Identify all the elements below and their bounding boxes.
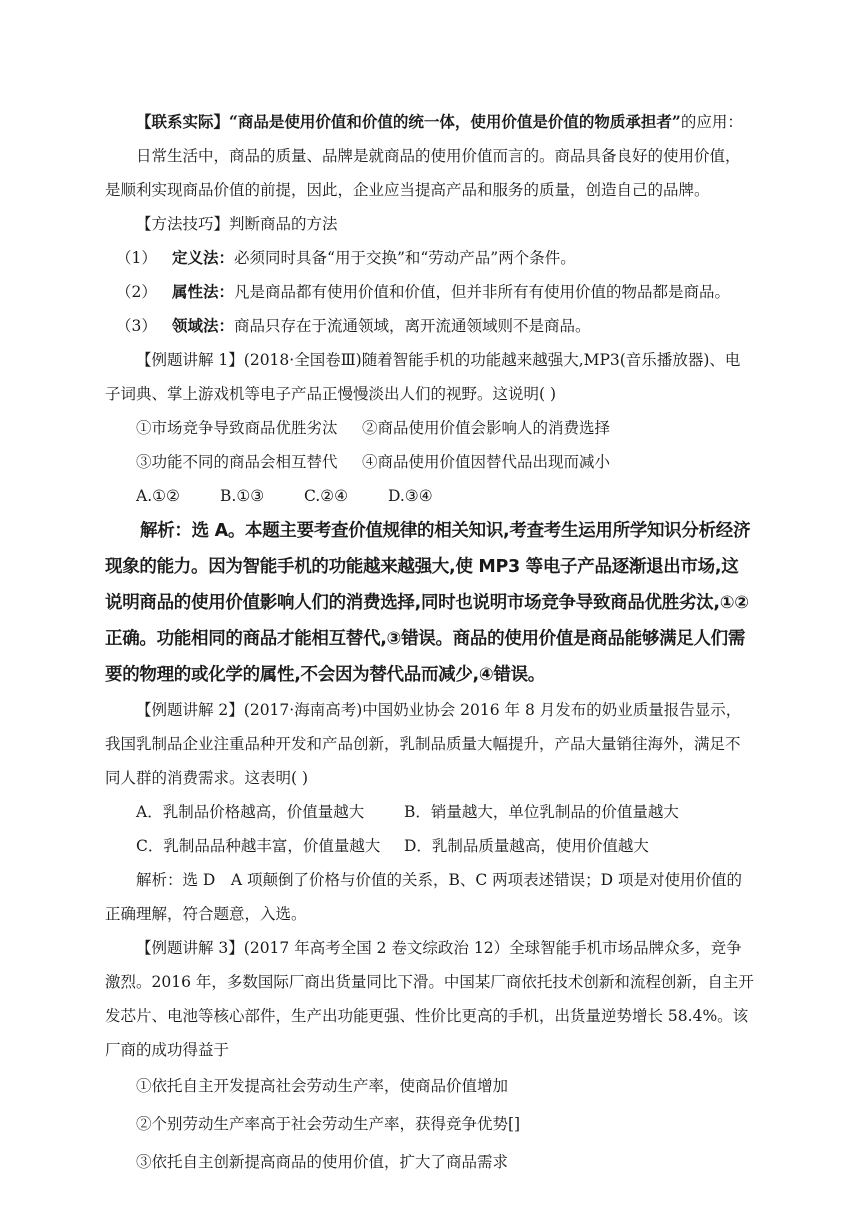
example-2-stem: 【例题讲解 2】(2017·海南高考)中国奶业协会 2016 年 8 月发布的奶业质量报告显示，我国乳制品企业注重品种开发和产品创新，乳制品质量大幅提升，产品大量销往海外，满足不同人群的消费需求。这表明( ) — [105, 701, 742, 787]
link-quote: “商品是使用价值和价值的统一体，使用价值是价值的物质承担者” — [229, 112, 681, 131]
link-tag: 【联系实际】 — [136, 112, 230, 131]
example-1-stem: 【例题讲解 1】(2018·全国卷Ⅲ)随着智能手机的功能越来越强大,MP3(音乐播放器)、电子词典、掌上游戏机等电子产品正慢慢淡出人们的视野。这说明( ) — [105, 351, 741, 403]
choice: A.①② — [136, 487, 180, 505]
statement: ①市场竞争导致商品优胜劣汰 — [136, 419, 338, 437]
statement: ②商品使用价值会影响人的消费选择 — [362, 419, 611, 437]
example-3-statement-1: ①依托自主开发提高社会劳动生产率，使商品价值增加 — [136, 1077, 509, 1095]
choice: C.②④ — [304, 487, 349, 505]
example-1-statements-row-2 — [105, 445, 755, 479]
example-3-statement-2: ②个别劳动生产率高于社会劳动生产率，获得竞争优势[] — [136, 1115, 521, 1133]
method-text: 必须同时具备“用于交换”和“劳动产品”两个条件。 — [234, 249, 576, 267]
example-1-statements-row-1 — [105, 411, 755, 445]
example-2-analysis: 解析：选 D A 项颠倒了价格与价值的关系，B、C 两项表述错误；D 项是对使用价值的正确理解，符合题意，入选。 — [105, 871, 743, 923]
statement: ③功能不同的商品会相互替代 — [136, 453, 338, 471]
statement: ④商品使用价值因替代品出现而减小 — [362, 453, 611, 471]
method-item-definition — [105, 241, 755, 275]
method-number: （1） — [116, 249, 157, 267]
method-name: 领域法： — [172, 316, 235, 335]
link-suffix: 的应用： — [680, 113, 743, 131]
example-1-analysis: 解析：选 A。本题主要考查价值规律的相关知识,考查考生运用所学知识分析经济现象的能力。因为智能手机的功能越来越强大,使 MP3 等电子产品逐渐退出市场,这说明商品的使用价值影响人们的消费选择,同时也说明市场竞争导致商品优胜劣汰,①②正确。功能相同的商品才能相互替代,③错误。商品的使用价值是商品能够满足人们需要的物理的或化学的属性,不会因为替代品而减少,④错误。 — [105, 521, 751, 685]
choice: B.①③ — [220, 487, 265, 505]
page-content — [105, 105, 755, 1181]
example-3-stem: 【例题讲解 3】(2017 年高考全国 2 卷文综政治 12）全球智能手机市场品牌众多，竞争激烈。2016 年，多数国际厂商出货量同比下滑。中国某厂商依托技术创新和流程创新，自主开发芯片、电池等核心部件，生产出功能更强、性价比更高的手机，出货量逆势增长 58.4%。该厂商的成功得益于 — [105, 939, 754, 1059]
method-item-domain — [105, 309, 755, 343]
method-number: （3） — [116, 317, 157, 335]
example-1-choices — [105, 479, 755, 513]
link-paragraph: 日常生活中，商品的质量、品牌是就商品的使用价值而言的。商品具备良好的使用价值，是顺利实现商品价值的前提，因此，企业应当提高产品和服务的质量，创造自己的品牌。 — [105, 147, 741, 199]
method-text: 商品只存在于流通领域，离开流通领域则不是商品。 — [234, 317, 591, 335]
example-3-statement-3: ③依托自主创新提高商品的使用价值，扩大了商品需求 — [136, 1153, 509, 1171]
example-2-options-row-2 — [105, 829, 755, 863]
option: A．乳制品价格越高，价值量越大 — [136, 803, 365, 821]
link-heading — [105, 105, 755, 139]
method-text: 凡是商品都有使用价值和价值，但并非所有有使用价值的物品都是商品。 — [234, 283, 731, 301]
example-2-options-row-1 — [105, 795, 755, 829]
method-name: 属性法： — [172, 282, 235, 301]
choice: D.③④ — [388, 487, 433, 505]
method-number: （2） — [116, 283, 157, 301]
method-heading: 【方法技巧】判断商品的方法 — [136, 215, 338, 233]
option: D．乳制品质量越高，使用价值越大 — [404, 837, 649, 855]
method-name: 定义法： — [172, 248, 235, 267]
option: C．乳制品品种越丰富，价值量越大 — [136, 837, 381, 855]
option: B．销量越大，单位乳制品的价值量越大 — [404, 803, 679, 821]
method-item-attribute — [105, 275, 755, 309]
